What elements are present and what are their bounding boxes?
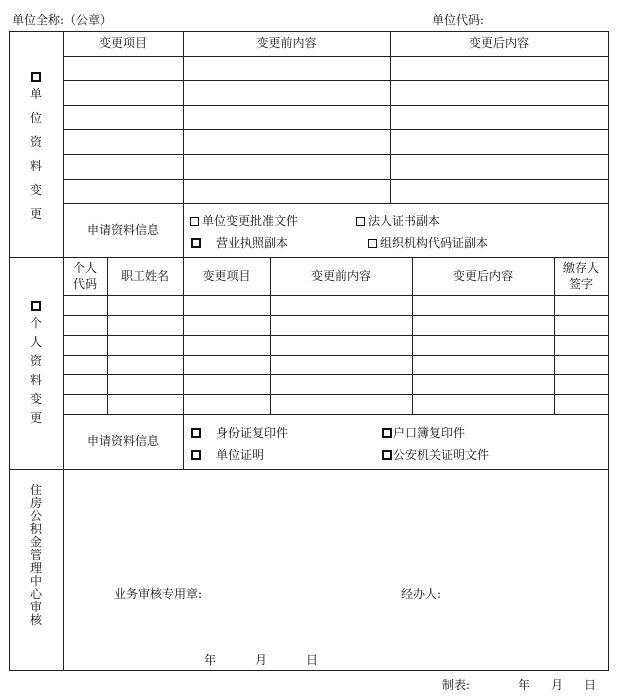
- personal-table-cell[interactable]: [183, 355, 270, 374]
- personal-table-cell[interactable]: [412, 295, 554, 315]
- personal-table-cell[interactable]: [183, 335, 270, 355]
- review-title-char: 房: [29, 496, 42, 510]
- review-title-char: 核: [29, 613, 42, 627]
- doc-option-label: 身份证复印件: [216, 426, 289, 440]
- review-title-char: 管: [29, 548, 42, 562]
- personal-title-char: 资: [29, 354, 42, 368]
- personal-table-cell[interactable]: [270, 315, 412, 335]
- review-title-char: 心: [29, 587, 42, 601]
- personal-table-cell[interactable]: [554, 374, 608, 394]
- doc-option-label: 营业执照副本: [216, 236, 289, 250]
- checkbox-icon[interactable]: [356, 217, 365, 226]
- personal-section-title: [25, 301, 47, 431]
- doc-option-business-license[interactable]: [191, 234, 288, 251]
- personal-table-cell[interactable]: [554, 394, 608, 414]
- personal-table-cell[interactable]: [412, 315, 554, 335]
- personal-table-cell[interactable]: [63, 374, 107, 394]
- doc-option-label: 公安机关证明文件: [393, 448, 490, 462]
- personal-table-cell[interactable]: [183, 394, 270, 414]
- unit-title-char: 位: [29, 111, 42, 125]
- personal-col-header-before: 变更前内容: [310, 268, 371, 283]
- personal-table-cell[interactable]: [554, 295, 608, 315]
- personal-table-cell[interactable]: [107, 394, 183, 414]
- personal-table-cell[interactable]: [107, 315, 183, 335]
- doc-option-label: 户口簿复印件: [393, 426, 466, 440]
- review-title-char: 公: [29, 509, 42, 523]
- review-title-char: 积: [29, 522, 42, 536]
- checkbox-icon[interactable]: [191, 428, 201, 438]
- unit-table-cell[interactable]: [63, 179, 183, 203]
- unit-table-cell[interactable]: [63, 80, 183, 105]
- checkbox-icon[interactable]: [368, 239, 377, 248]
- personal-table-cell[interactable]: [107, 374, 183, 394]
- doc-option-approval[interactable]: [190, 212, 298, 229]
- unit-table-cell[interactable]: [183, 129, 390, 154]
- unit-title-char: 变: [29, 183, 42, 197]
- personal-table-cell[interactable]: [412, 355, 554, 374]
- footer-day: 日: [584, 678, 597, 692]
- personal-col-header-signature: 缴存人 签字: [562, 260, 599, 291]
- unit-title-char: 资: [29, 135, 42, 149]
- personal-table-cell[interactable]: [107, 355, 183, 374]
- personal-table-cell[interactable]: [554, 335, 608, 355]
- personal-title-char: 个: [29, 316, 42, 330]
- review-title-char: 金: [29, 535, 42, 549]
- personal-table-cell[interactable]: [412, 335, 554, 355]
- unit-table-cell[interactable]: [63, 56, 183, 80]
- personal-table-cell[interactable]: [412, 374, 554, 394]
- review-seal-label: 业务审核专用章:: [114, 587, 203, 601]
- personal-table-cell[interactable]: [554, 315, 608, 335]
- doc-option-label: 单位证明: [216, 448, 265, 462]
- personal-title-char: 更: [29, 411, 42, 425]
- checkbox-icon[interactable]: [191, 238, 201, 248]
- personal-col-header-item: 变更项目: [202, 268, 251, 283]
- review-title-char: 住: [29, 483, 42, 497]
- unit-section-checkbox[interactable]: [31, 72, 41, 82]
- unit-table-cell[interactable]: [390, 56, 608, 80]
- table-border-left: [9, 31, 10, 671]
- unit-col-header-after: 变更后内容: [468, 36, 529, 51]
- doc-option-legal-cert[interactable]: [356, 212, 440, 229]
- personal-section-checkbox[interactable]: [31, 301, 41, 311]
- doc-option-police-proof[interactable]: [382, 446, 489, 463]
- personal-table-cell[interactable]: [270, 355, 412, 374]
- section-divider: [9, 469, 608, 470]
- personal-table-cell[interactable]: [270, 374, 412, 394]
- personal-table-cell[interactable]: [63, 394, 107, 414]
- unit-col-header-before: 变更前内容: [256, 36, 317, 51]
- personal-table-cell[interactable]: [183, 315, 270, 335]
- unit-table-cell[interactable]: [390, 154, 608, 179]
- unit-code-label: 单位代码:: [432, 13, 485, 27]
- review-date-month: 月: [255, 653, 268, 667]
- unit-title-char: 单: [29, 87, 42, 101]
- unit-table-cell[interactable]: [63, 105, 183, 129]
- unit-name-label: 单位全称:（公章）: [12, 13, 113, 27]
- unit-table-cell[interactable]: [183, 179, 390, 203]
- doc-option-id-copy[interactable]: [191, 424, 288, 441]
- personal-table-cell[interactable]: [107, 335, 183, 355]
- personal-title-char: 变: [29, 392, 42, 406]
- checkbox-icon[interactable]: [382, 428, 392, 438]
- personal-table-cell[interactable]: [270, 335, 412, 355]
- doc-option-unit-proof[interactable]: [191, 446, 264, 463]
- doc-option-org-code[interactable]: [368, 234, 488, 251]
- unit-title-char: 更: [29, 207, 42, 221]
- review-title-char: 中: [29, 574, 42, 588]
- unit-table-cell[interactable]: [63, 129, 183, 154]
- review-date-day: 日: [306, 653, 319, 667]
- review-title-char: 审: [29, 600, 42, 614]
- personal-table-cell[interactable]: [63, 295, 107, 315]
- footer-maker-label: 制表:: [442, 678, 471, 692]
- review-section-title: [25, 484, 47, 627]
- unit-section-title: [25, 72, 47, 232]
- doc-option-household-copy[interactable]: [382, 424, 465, 441]
- personal-table-cell[interactable]: [183, 374, 270, 394]
- personal-table-cell[interactable]: [183, 295, 270, 315]
- personal-docs-label: 申请资料信息: [86, 434, 159, 449]
- personal-table-cell[interactable]: [270, 295, 412, 315]
- footer-year: 年: [518, 678, 531, 692]
- review-handler-label: 经办人:: [401, 587, 442, 601]
- unit-docs-label: 申请资料信息: [86, 222, 159, 237]
- unit-table-cell[interactable]: [390, 105, 608, 129]
- unit-table-cell[interactable]: [183, 56, 390, 80]
- personal-title-char: 人: [29, 335, 42, 349]
- unit-table-cell[interactable]: [390, 179, 608, 203]
- personal-table-cell[interactable]: [270, 394, 412, 414]
- unit-table-cell[interactable]: [390, 129, 608, 154]
- review-title-char: 理: [29, 561, 42, 575]
- doc-option-label: 单位变更批准文件: [202, 214, 299, 228]
- personal-table-cell[interactable]: [554, 355, 608, 374]
- personal-table-cell[interactable]: [63, 315, 107, 335]
- unit-table-cell[interactable]: [183, 154, 390, 179]
- unit-table-cell[interactable]: [183, 105, 390, 129]
- footer-month: 月: [551, 678, 564, 692]
- table-border-right: [608, 31, 609, 671]
- personal-table-cell[interactable]: [63, 355, 107, 374]
- unit-table-cell[interactable]: [63, 154, 183, 179]
- personal-table-cell[interactable]: [107, 295, 183, 315]
- checkbox-icon[interactable]: [191, 450, 201, 460]
- personal-table-cell[interactable]: [412, 394, 554, 414]
- unit-col-header-item: 变更项目: [98, 36, 147, 51]
- personal-title-char: 料: [29, 373, 42, 387]
- personal-col-header-after: 变更后内容: [452, 268, 513, 283]
- checkbox-icon[interactable]: [382, 450, 392, 460]
- doc-option-label: 组织机构代码证副本: [380, 236, 489, 250]
- personal-col-header-name: 职工姓名: [120, 268, 169, 283]
- personal-table-cell[interactable]: [63, 335, 107, 355]
- table-border-bottom: [9, 670, 608, 671]
- unit-title-char: 料: [29, 159, 42, 173]
- personal-col-header-code: 个人 代码: [72, 260, 97, 291]
- checkbox-icon[interactable]: [190, 217, 199, 226]
- unit-table-cell[interactable]: [390, 80, 608, 105]
- doc-option-label: 法人证书副本: [368, 214, 441, 228]
- unit-table-cell[interactable]: [183, 80, 390, 105]
- review-date-year: 年: [204, 653, 217, 667]
